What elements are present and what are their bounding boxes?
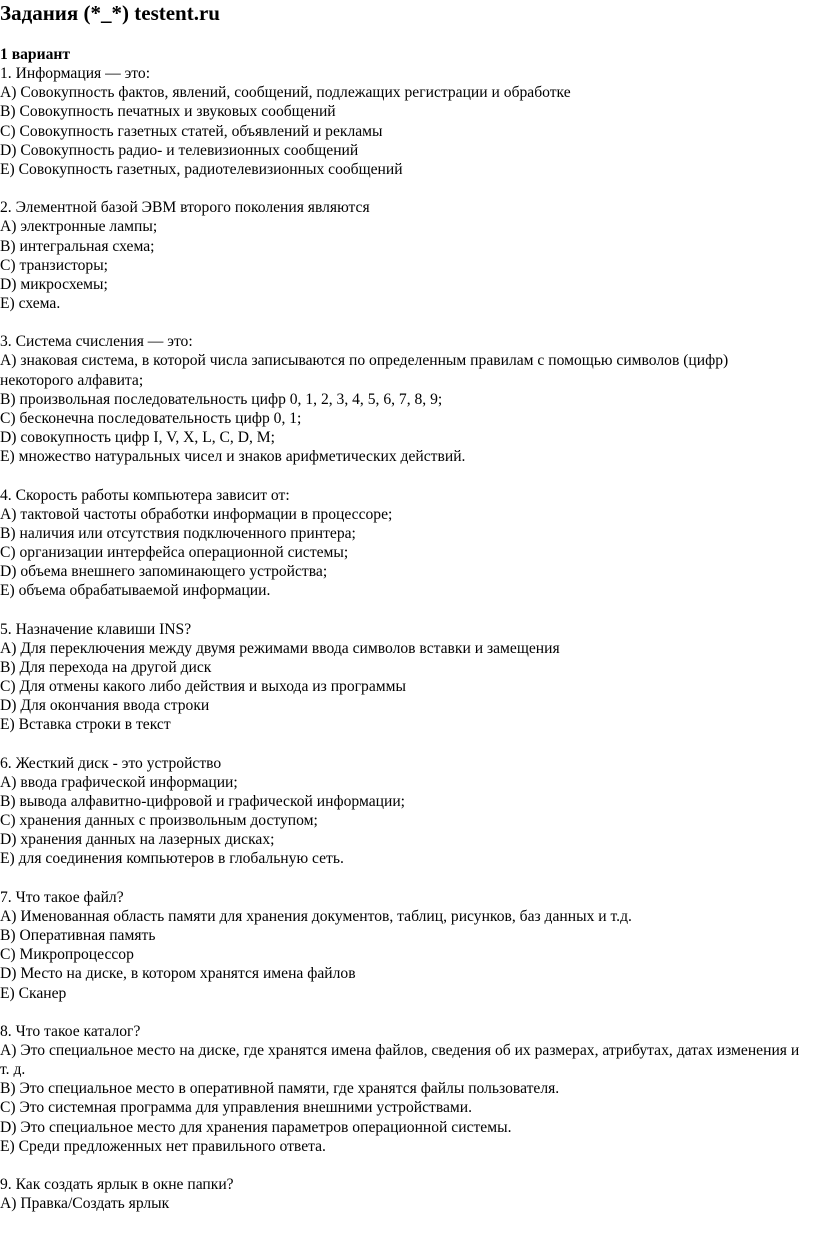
answer-option: D) объема внешнего запоминающего устройства; (0, 563, 328, 581)
document-body (0, 45, 800, 1233)
question-text: 9. Как создать ярлык в окне папки? (0, 1176, 234, 1194)
question-5 (0, 620, 800, 735)
answer-option: A) знаковая система, в которой числа записываются по определенным правилам с помощью символов (цифр) некоторого алфавита; (0, 352, 729, 389)
question-2 (0, 198, 800, 313)
question-text: 1. Информация — это: (0, 65, 151, 83)
question-text: 4. Скорость работы компьютера зависит от: (0, 486, 290, 504)
answer-option: B) Совокупность печатных и звуковых сообщений (0, 103, 336, 121)
answer-options (0, 1041, 800, 1156)
answer-option: D) микросхемы; (0, 275, 108, 293)
answer-option: B) Для перехода на другой диск (0, 658, 212, 676)
answer-option: A) ввода графической информации; (0, 773, 238, 791)
answer-option: E) Среди предложенных нет правильного ответа. (0, 1137, 326, 1155)
answer-options (0, 1194, 800, 1213)
answer-option: E) Совокупность газетных, радиотелевизионных сообщений (0, 160, 403, 178)
answer-option: D) Это специальное место для хранения параметров операционной системы. (0, 1118, 512, 1136)
answer-option: B) Это специальное место в оперативной памяти, где хранятся файлы пользователя. (0, 1080, 560, 1098)
answer-option: C) Для отмены какого либо действия и выхода из программы (0, 678, 406, 696)
question-7 (0, 888, 800, 1003)
answer-option: C) Совокупность газетных статей, объявлений и рекламы (0, 122, 383, 140)
answer-option: E) объема обрабатываемой информации. (0, 582, 271, 600)
answer-option: C) хранения данных с произвольным доступом; (0, 812, 318, 830)
question-8 (0, 1022, 800, 1156)
answer-option: C) транзисторы; (0, 256, 108, 274)
variant-heading: 1 вариант (0, 46, 71, 63)
answer-options (0, 83, 800, 179)
answer-options (0, 217, 800, 313)
answer-option: B) произвольная последовательность цифр 0, 1, 2, 3, 4, 5, 6, 7, 8, 9; (0, 390, 443, 408)
question-text: 7. Что такое файл? (0, 888, 124, 906)
question-6 (0, 754, 800, 869)
question-text: 3. Система счисления — это: (0, 333, 193, 351)
document-title: Задания (*_*) testent.ru (0, 1, 220, 25)
question-text: 2. Элементной базой ЭВМ второго поколения являются (0, 199, 370, 217)
answer-options (0, 907, 800, 1003)
answer-option: A) тактовой частоты обработки информации в процессоре; (0, 505, 393, 523)
question-list (0, 64, 800, 1213)
answer-options (0, 639, 800, 735)
answer-options (0, 351, 800, 466)
answer-option: C) бесконечна последовательность цифр 0, 1; (0, 409, 302, 427)
answer-option: B) интегральная схема; (0, 237, 155, 255)
answer-option: B) наличия или отсутствия подключенного принтера; (0, 524, 356, 542)
answer-option: A) Правка/Создать ярлык (0, 1195, 170, 1213)
answer-option: C) организации интерфейса операционной системы; (0, 544, 349, 562)
question-text: 5. Назначение клавиши INS? (0, 620, 192, 638)
answer-option: A) Совокупность фактов, явлений, сообщений, подлежащих регистрации и обработке (0, 84, 571, 102)
answer-option: E) Сканер (0, 984, 67, 1002)
question-3 (0, 332, 800, 466)
answer-option: D) хранения данных на лазерных дисках; (0, 831, 275, 849)
answer-option: C) Это системная программа для управления внешними устройствами. (0, 1099, 473, 1117)
question-text: 6. Жесткий диск - это устройство (0, 754, 222, 772)
question-1 (0, 64, 800, 179)
answer-options (0, 505, 800, 601)
answer-option: D) совокупность цифр I, V, X, L, C, D, M; (0, 429, 275, 447)
answer-option: E) для соединения компьютеров в глобальную сеть. (0, 850, 344, 868)
answer-option: E) Вставка строки в текст (0, 716, 171, 734)
answer-option: E) схема. (0, 295, 61, 313)
answer-option: A) Это специальное место на диске, где хранятся имена файлов, сведения об их размерах, атрибутах, датах изменения и т. д. (0, 1042, 800, 1079)
answer-option: C) Микропроцессор (0, 946, 134, 964)
answer-option: D) Место на диске, в котором хранятся имена файлов (0, 965, 356, 983)
answer-option: B) Оперативная память (0, 927, 156, 945)
question-text: 8. Что такое каталог? (0, 1022, 141, 1040)
answer-option: E) множество натуральных чисел и знаков арифметических действий. (0, 448, 466, 466)
answer-options (0, 773, 800, 869)
question-4 (0, 486, 800, 601)
answer-option: D) Для окончания ввода строки (0, 697, 210, 715)
answer-option: A) Для переключения между двумя режимами ввода символов вставки и замещения (0, 639, 560, 657)
answer-option: D) Совокупность радио- и телевизионных сообщений (0, 141, 359, 159)
answer-option: A) Именованная область памяти для хранения документов, таблиц, рисунков, баз данных и т.д. (0, 907, 632, 925)
answer-option: A) электронные лампы; (0, 218, 158, 236)
question-9 (0, 1175, 800, 1213)
answer-option: B) вывода алфавитно-цифровой и графической информации; (0, 793, 406, 811)
